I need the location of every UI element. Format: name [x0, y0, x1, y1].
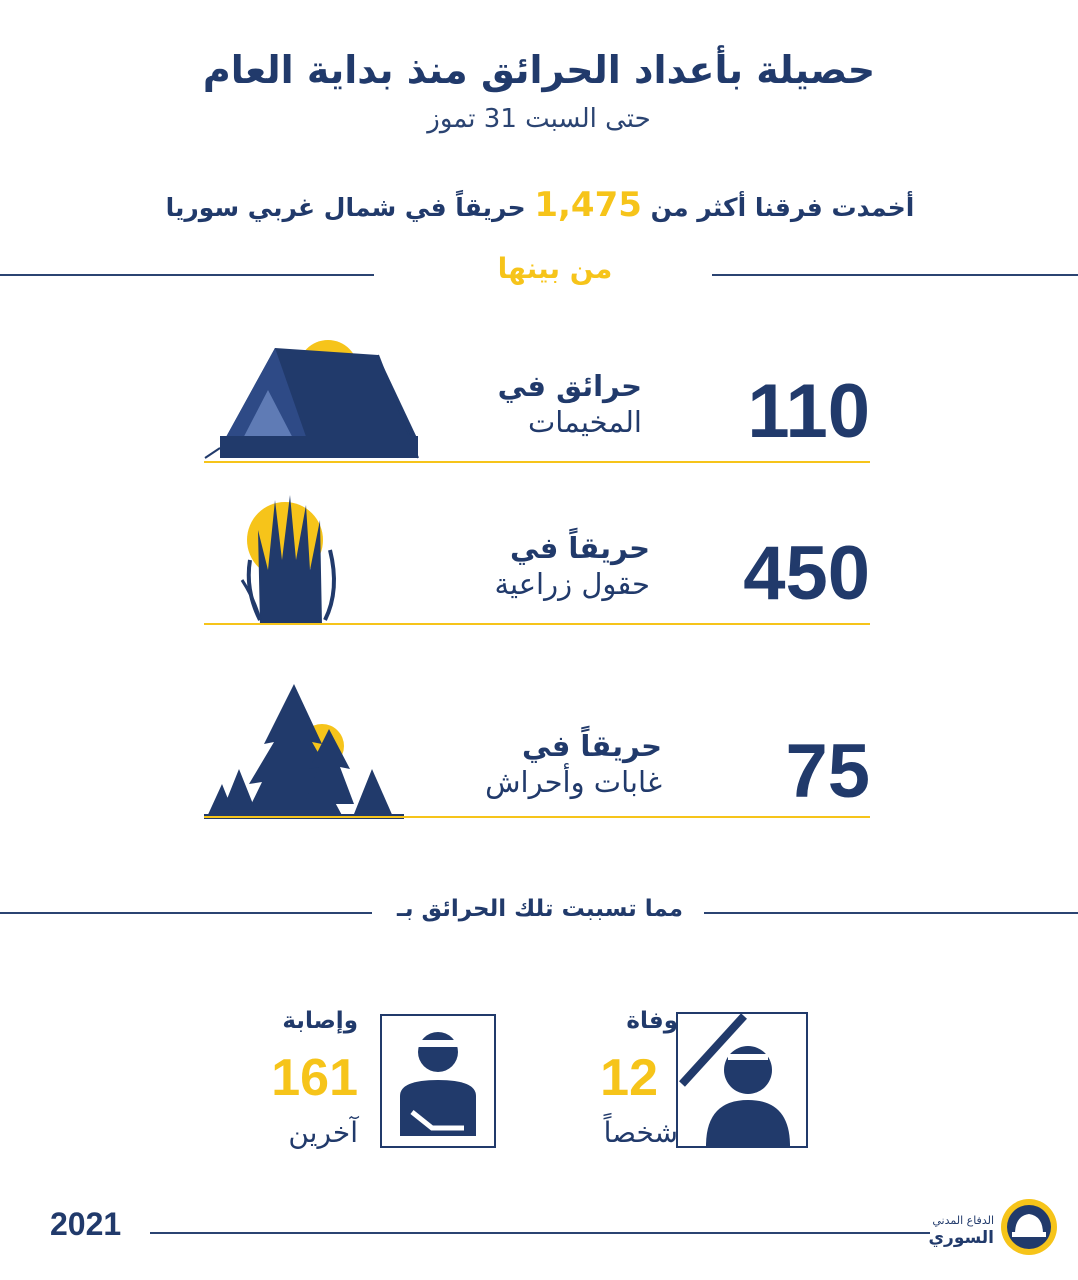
deceased-person-icon: [676, 1012, 808, 1148]
row-fields-count: 450: [743, 531, 870, 616]
summary-suffix: حريقاً في شمال غربي سوريا: [165, 193, 526, 222]
deaths-unit: شخصاً: [603, 1116, 678, 1149]
tent-icon: [200, 330, 430, 465]
page-subtitle: حتى السبت 31 تموز: [427, 104, 651, 134]
injuries-label: وإصابة: [282, 1008, 358, 1034]
deaths-count: 12: [600, 1049, 658, 1107]
row-fields-text: [420, 530, 650, 602]
row-camps-underline: [204, 461, 870, 463]
injured-person-icon: [380, 1014, 496, 1148]
row-camps-count: 110: [747, 369, 870, 454]
row-fields-line2: حقول زراعية: [494, 567, 650, 601]
logo-text: [874, 1214, 994, 1248]
breakdown-heading: من بينها: [497, 252, 613, 285]
wheat-field-icon: [230, 490, 350, 625]
divider-right-2: [704, 912, 1078, 914]
row-camps-line1: حرائق في: [497, 369, 642, 403]
row-forests-line2: غابات وأحراش: [485, 765, 662, 799]
summary-prefix: أخمدت فرقنا أكثر من: [650, 193, 915, 222]
row-forests-count: 75: [785, 729, 870, 814]
logo-line1: الدفاع المدني: [932, 1214, 994, 1227]
footer-divider: [150, 1232, 930, 1234]
row-forests-text: [432, 728, 662, 800]
divider-left: [0, 274, 374, 276]
row-forests-underline: [204, 816, 870, 818]
summary-total: 1,475: [534, 185, 642, 225]
page-title: حصيلة بأعداد الحرائق منذ بداية العام: [202, 48, 876, 92]
injuries-count: 161: [271, 1049, 358, 1107]
divider-right: [712, 274, 1078, 276]
injuries-unit: آخرين: [288, 1116, 358, 1149]
row-camps-text: [412, 368, 642, 440]
casualties-heading: مما تسببت تلك الحرائق بـ: [396, 896, 684, 922]
footer-year: 2021: [50, 1206, 122, 1242]
row-fields-line1: حريقاً في: [509, 531, 650, 565]
summary-line: [150, 185, 930, 228]
deaths-label: وفاة: [626, 1008, 678, 1034]
row-camps-line2: المخيمات: [527, 405, 642, 439]
logo-line2: السوري: [928, 1228, 994, 1248]
divider-left-2: [0, 912, 372, 914]
forest-icon: [204, 684, 404, 819]
row-fields-underline: [204, 623, 870, 625]
civil-defense-logo: [1000, 1198, 1058, 1256]
row-forests-line1: حريقاً في: [521, 729, 662, 763]
